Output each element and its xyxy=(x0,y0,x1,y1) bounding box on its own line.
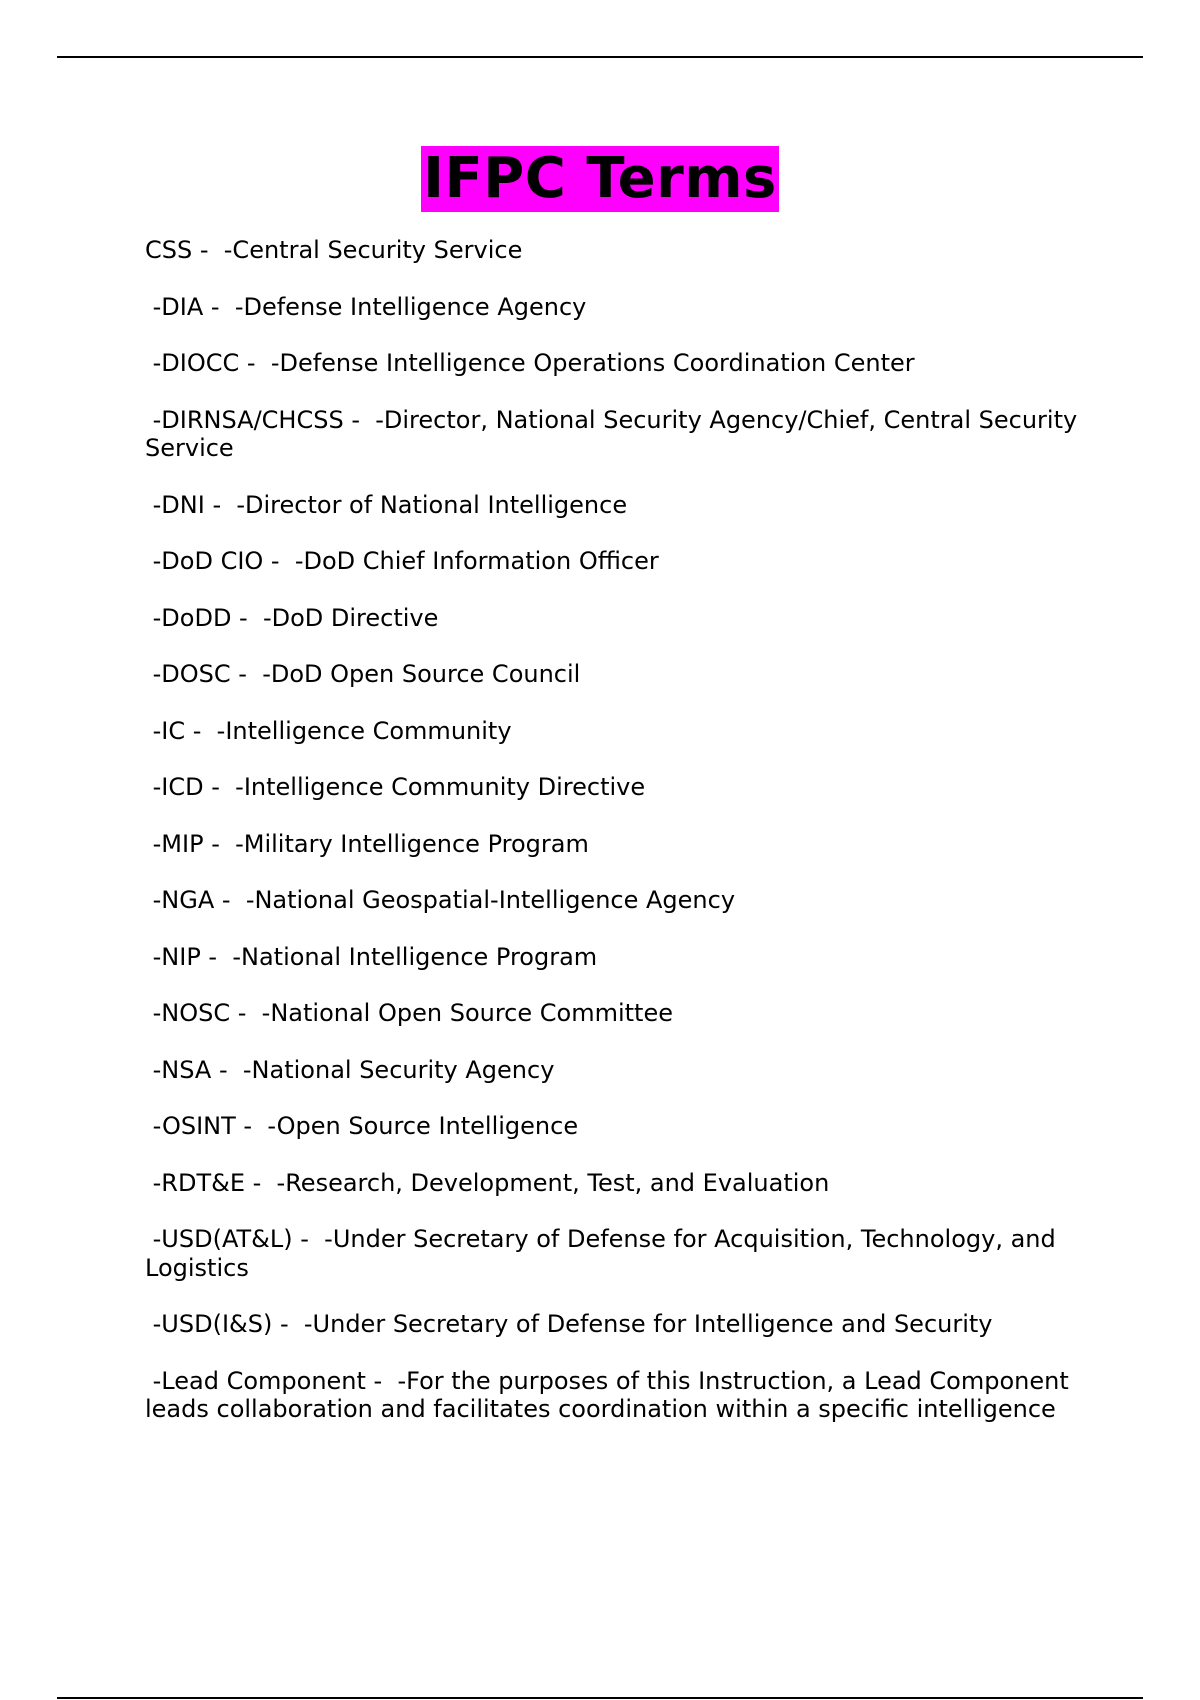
term-item: -USD(I&S) - -Under Secretary of Defense for Intelligence and Security xyxy=(145,1310,993,1338)
term-item: -USD(AT&L) - -Under Secretary of Defense for Acquisition, Technology, and Logistics xyxy=(145,1225,1064,1282)
term-item: -DoD CIO - -DoD Chief Information Officer xyxy=(145,547,659,575)
term-item: -NSA - -National Security Agency xyxy=(145,1055,555,1084)
term-item: -MIP - -Military Intelligence Program xyxy=(145,829,589,858)
term-item: -NIP - -National Intelligence Program xyxy=(145,942,598,971)
term-item: -ICD - -Intelligence Community Directive xyxy=(145,773,646,801)
term-item: -DIOCC - -Defense Intelligence Operations Coordination Center xyxy=(145,349,915,377)
term-item: -Lead Component - -For the purposes of this Instruction, a Lead Component leads collaboration and facilitates coordination within a specific intelligence xyxy=(145,1366,1077,1423)
document-title: IFPC Terms xyxy=(423,146,777,211)
bottom-rule xyxy=(57,1697,1143,1699)
term-list xyxy=(145,236,1095,1452)
term-item: -DNI - -Director of National Intelligence xyxy=(145,490,628,519)
term-item: -DoDD - -DoD Directive xyxy=(145,603,439,632)
term-item: CSS - -Central Security Service xyxy=(145,236,523,264)
term-item: -OSINT - -Open Source Intelligence xyxy=(145,1112,579,1140)
term-item: -IC - -Intelligence Community xyxy=(145,716,512,745)
term-item: -NGA - -National Geospatial-Intelligence Agency xyxy=(145,886,736,914)
title-container xyxy=(0,146,1200,212)
term-item: -DIRNSA/CHCSS - -Director, National Security Agency/Chief, Central Security Service xyxy=(145,405,1085,462)
term-item: -DIA - -Defense Intelligence Agency xyxy=(145,292,587,321)
term-item: -NOSC - -National Open Source Committee xyxy=(145,999,673,1027)
term-item: -RDT&E - -Research, Development, Test, and Evaluation xyxy=(145,1168,830,1197)
term-item: -DOSC - -DoD Open Source Council xyxy=(145,660,581,688)
top-rule xyxy=(57,56,1143,58)
